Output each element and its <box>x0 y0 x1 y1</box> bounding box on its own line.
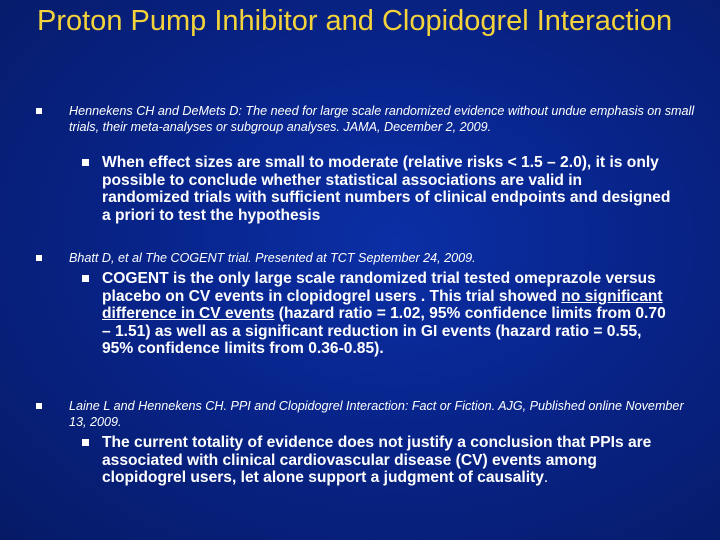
underlined-finding: no significant difference in CV events <box>102 287 663 322</box>
point-text <box>102 270 672 358</box>
citation: Laine L and Hennekens CH. PPI and Clopidogrel Interaction: Fact or Fiction. AJG, Published online November 13, 2009. <box>69 399 684 429</box>
square-bullet-icon <box>82 275 89 282</box>
square-bullet-icon <box>82 439 89 446</box>
square-bullet-icon <box>36 255 42 261</box>
point-text-part: (hazard ratio = 1.02, 95% confidence limits from 0.70 – 1.51) as well as a significant reduction in GI events (hazard ratio = 0.55, 95% confidence limits from 0.36-0.85). <box>102 305 666 357</box>
citation: Hennekens CH and DeMets D: The need for large scale randomized evidence without undue emphasis on small trials, their meta-analyses or subgroup analyses. JAMA, December 2, 2009. <box>69 104 695 134</box>
point-end: . <box>543 469 549 486</box>
point-text-part: The current totality of evidence does not justify a conclusion that PPIs are associated with clinical cardiovascular disease (CV) events among clopidogrel users, let alone support a judgment of causality <box>102 434 652 486</box>
citation: Bhatt D, et al The COGENT trial. Presented at TCT September 24, 2009. <box>69 251 476 265</box>
point-text <box>102 434 672 487</box>
point-text-part: COGENT is the only large scale randomized trial tested omeprazole versus placebo on CV events in clopidogrel users . This trial showed <box>102 270 656 305</box>
point-text: When effect sizes are small to moderate (relative risks < 1.5 – 2.0), it is only possible to conclude whether statistical associations are valid in randomized trials with sufficient numbers of clinical endpoints and designed a priori to test the hypothesis <box>102 154 671 224</box>
square-bullet-icon <box>82 159 89 166</box>
square-bullet-icon <box>36 108 42 114</box>
square-bullet-icon <box>36 403 42 409</box>
slide-title: Proton Pump Inhibitor and Clopidogrel Interaction <box>37 5 673 37</box>
